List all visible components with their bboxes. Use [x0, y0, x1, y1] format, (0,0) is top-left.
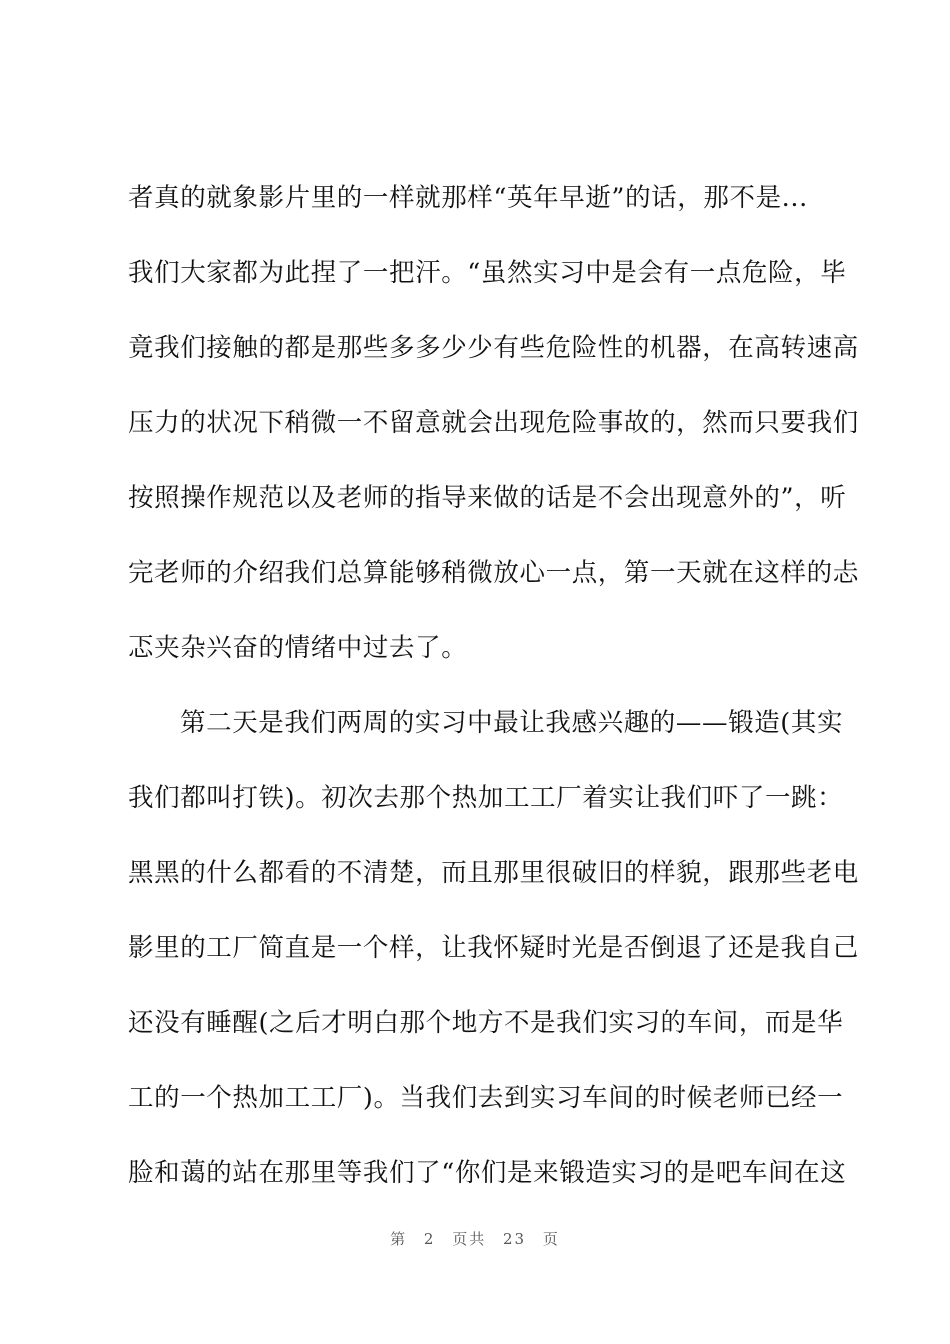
text-line: 影里的工厂简直是一个样，让我怀疑时光是否倒退了还是我自己: [128, 933, 859, 963]
page-number-footer: 第 2 页共 23 页: [390, 1230, 560, 1248]
text-line: 工的一个热加工工厂)。当我们去到实习车间的时候老师已经一: [128, 1083, 844, 1113]
text-line: 按照操作规范以及老师的指导来做的话是不会出现意外的”，听: [128, 483, 847, 513]
text-line: 还没有睡醒(之后才明白那个地方不是我们实习的车间，而是华: [128, 1008, 844, 1038]
text-line: 竟我们接触的都是那些多多少少有些危险性的机器，在高转速高: [128, 333, 859, 363]
text-line: 压力的状况下稍微一不留意就会出现危险事故的，然而只要我们: [128, 408, 859, 438]
text-line: 黑黑的什么都看的不清楚，而且那里很破旧的样貌，跟那些老电: [128, 858, 859, 888]
text-line: 完老师的介绍我们总算能够稍微放心一点，第一天就在这样的忐: [128, 558, 859, 588]
text-line: 忑夹杂兴奋的情绪中过去了。: [128, 633, 468, 663]
text-line: 者真的就象影片里的一样就那样“英年早逝”的话，那不是...: [128, 183, 808, 213]
text-line: 第二天是我们两周的实习中最让我感兴趣的——锻造(其实: [180, 708, 844, 738]
text-line: 我们都叫打铁)。初次去那个热加工工厂着实让我们吓了一跳：: [128, 783, 844, 813]
text-line: 脸和蔼的站在那里等我们了“你们是来锻造实习的是吧车间在这: [128, 1158, 847, 1188]
text-line: 我们大家都为此捏了一把汗。“虽然实习中是会有一点危险，毕: [128, 258, 847, 288]
